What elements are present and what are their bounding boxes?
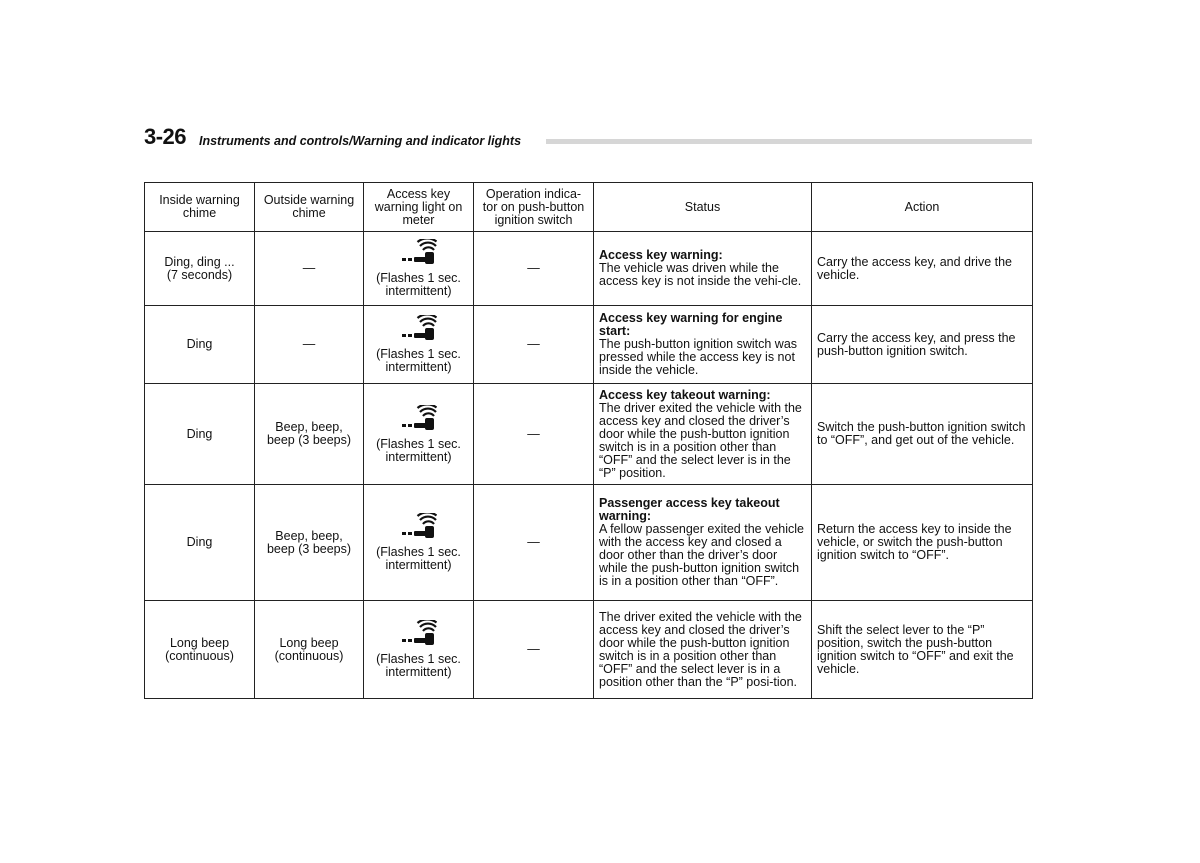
access-key-warning-icon (369, 315, 468, 344)
warning-light-cell (364, 601, 474, 699)
status-title: Access key warning: (599, 248, 723, 262)
status-text: The push-button ignition switch was pressed while the access key is not inside the vehicle. (599, 337, 798, 377)
table-row (145, 601, 1033, 699)
table-row (145, 306, 1033, 384)
status-cell (594, 384, 812, 485)
status-title: Access key takeout warning: (599, 387, 771, 402)
indicator-text: — (527, 535, 540, 549)
action-text: Return the access key to inside the vehicle, or switch the push-button ignition switch to “OFF”. (817, 522, 1012, 562)
access-key-warning-icon (369, 620, 468, 649)
indicator-text: — (527, 337, 540, 351)
warning-chime-table (144, 182, 1033, 699)
action-text: Shift the select lever to the “P” position, switch the push-button ignition switch to “OFF” and exit the vehicle. (817, 622, 1014, 676)
page-number: 3-26 (144, 124, 187, 149)
outside-chime-text: — (302, 337, 316, 351)
indicator-text: — (527, 261, 540, 275)
status-text: A fellow passenger exited the vehicle with the access key and closed a door other than the driver’s door while the push-button ignition switch is in a position other than “OFF”. (599, 522, 804, 588)
table-row (145, 384, 1033, 485)
indicator-cell (474, 485, 594, 601)
flash-text: (Flashes 1 sec. intermittent) (376, 545, 461, 572)
outside-chime-cell (255, 485, 364, 601)
status-text: The driver exited the vehicle with the access key and closed the driver’s door while the push-button ignition switch is in a position other than “OFF” and the select lever is in the “P” position. (599, 400, 802, 480)
action-text: Carry the access key, and drive the vehicle. (817, 254, 1012, 282)
status-text: The driver exited the vehicle with the access key and closed the driver’s door while the push-button ignition switch is in a position other than “OFF” and the select lever is in a position other than the “P” posi-tion. (599, 609, 802, 689)
outside-chime-cell (255, 232, 364, 306)
flash-text: (Flashes 1 sec. intermittent) (376, 347, 461, 374)
flash-text: (Flashes 1 sec. intermittent) (376, 436, 461, 464)
action-cell (812, 601, 1033, 699)
warning-light-cell (364, 232, 474, 306)
action-cell (812, 306, 1033, 384)
indicator-text: — (527, 426, 540, 441)
indicator-cell (474, 306, 594, 384)
status-cell (594, 232, 812, 306)
access-key-warning-icon (369, 239, 468, 268)
flash-text: (Flashes 1 sec. intermittent) (376, 652, 461, 679)
status-text: The vehicle was driven while the access key is not inside the vehi-cle. (599, 261, 802, 288)
indicator-cell (474, 601, 594, 699)
outside-chime-cell (255, 601, 364, 699)
column-header: Action (812, 183, 1033, 232)
flash-text: (Flashes 1 sec. intermittent) (376, 271, 461, 298)
table-row (145, 232, 1033, 306)
column-header: Access key warning light on meter (364, 183, 474, 232)
access-key-warning-icon (369, 513, 468, 542)
outside-chime-text: Beep, beep, beep (3 beeps) (266, 528, 352, 556)
indicator-text: — (527, 642, 540, 656)
inside-chime-cell (145, 384, 255, 485)
access-key-warning-icon (369, 405, 468, 434)
outside-chime-text: Beep, beep, beep (3 beeps) (266, 420, 352, 447)
column-header: Inside warning chime (145, 183, 255, 232)
outside-chime-text: Long beep (continuous) (274, 635, 344, 663)
header-rule (546, 139, 1032, 144)
inside-chime-text: Ding (186, 535, 213, 549)
inside-chime-cell (145, 485, 255, 601)
inside-chime-cell (145, 232, 255, 306)
table-header-row (145, 183, 1033, 232)
indicator-cell (474, 232, 594, 306)
table-row (145, 485, 1033, 601)
action-text: Switch the push-button ignition switch to “OFF”, and get out of the vehicle. (817, 420, 1026, 447)
inside-chime-text: Long beep (continuous) (165, 635, 234, 663)
section-title: Instruments and controls/Warning and indicator lights (199, 134, 522, 148)
status-cell (594, 485, 812, 601)
page-header (144, 124, 1032, 150)
inside-chime-cell (145, 601, 255, 699)
warning-light-cell (364, 384, 474, 485)
column-header: Status (594, 183, 812, 232)
action-text: Carry the access key, and press the push-button ignition switch. (817, 330, 1016, 358)
indicator-cell (474, 384, 594, 485)
status-cell (594, 601, 812, 699)
warning-light-cell (364, 306, 474, 384)
status-title: Passenger access key takeout warning: (599, 496, 780, 523)
column-header: Outside warning chime (255, 183, 364, 232)
outside-chime-cell (255, 384, 364, 485)
status-cell (594, 306, 812, 384)
inside-chime-text: Ding (186, 426, 213, 441)
status-title: Access key warning for engine start: (599, 311, 783, 338)
warning-light-cell (364, 485, 474, 601)
action-cell (812, 384, 1033, 485)
inside-chime-cell (145, 306, 255, 384)
outside-chime-text: — (302, 261, 316, 275)
outside-chime-cell (255, 306, 364, 384)
inside-chime-text: Ding (186, 337, 213, 351)
inside-chime-text: Ding, ding ... (7 seconds) (164, 254, 235, 282)
action-cell (812, 232, 1033, 306)
column-header: Operation indica-tor on push-button ignition switch (474, 183, 594, 232)
action-cell (812, 485, 1033, 601)
